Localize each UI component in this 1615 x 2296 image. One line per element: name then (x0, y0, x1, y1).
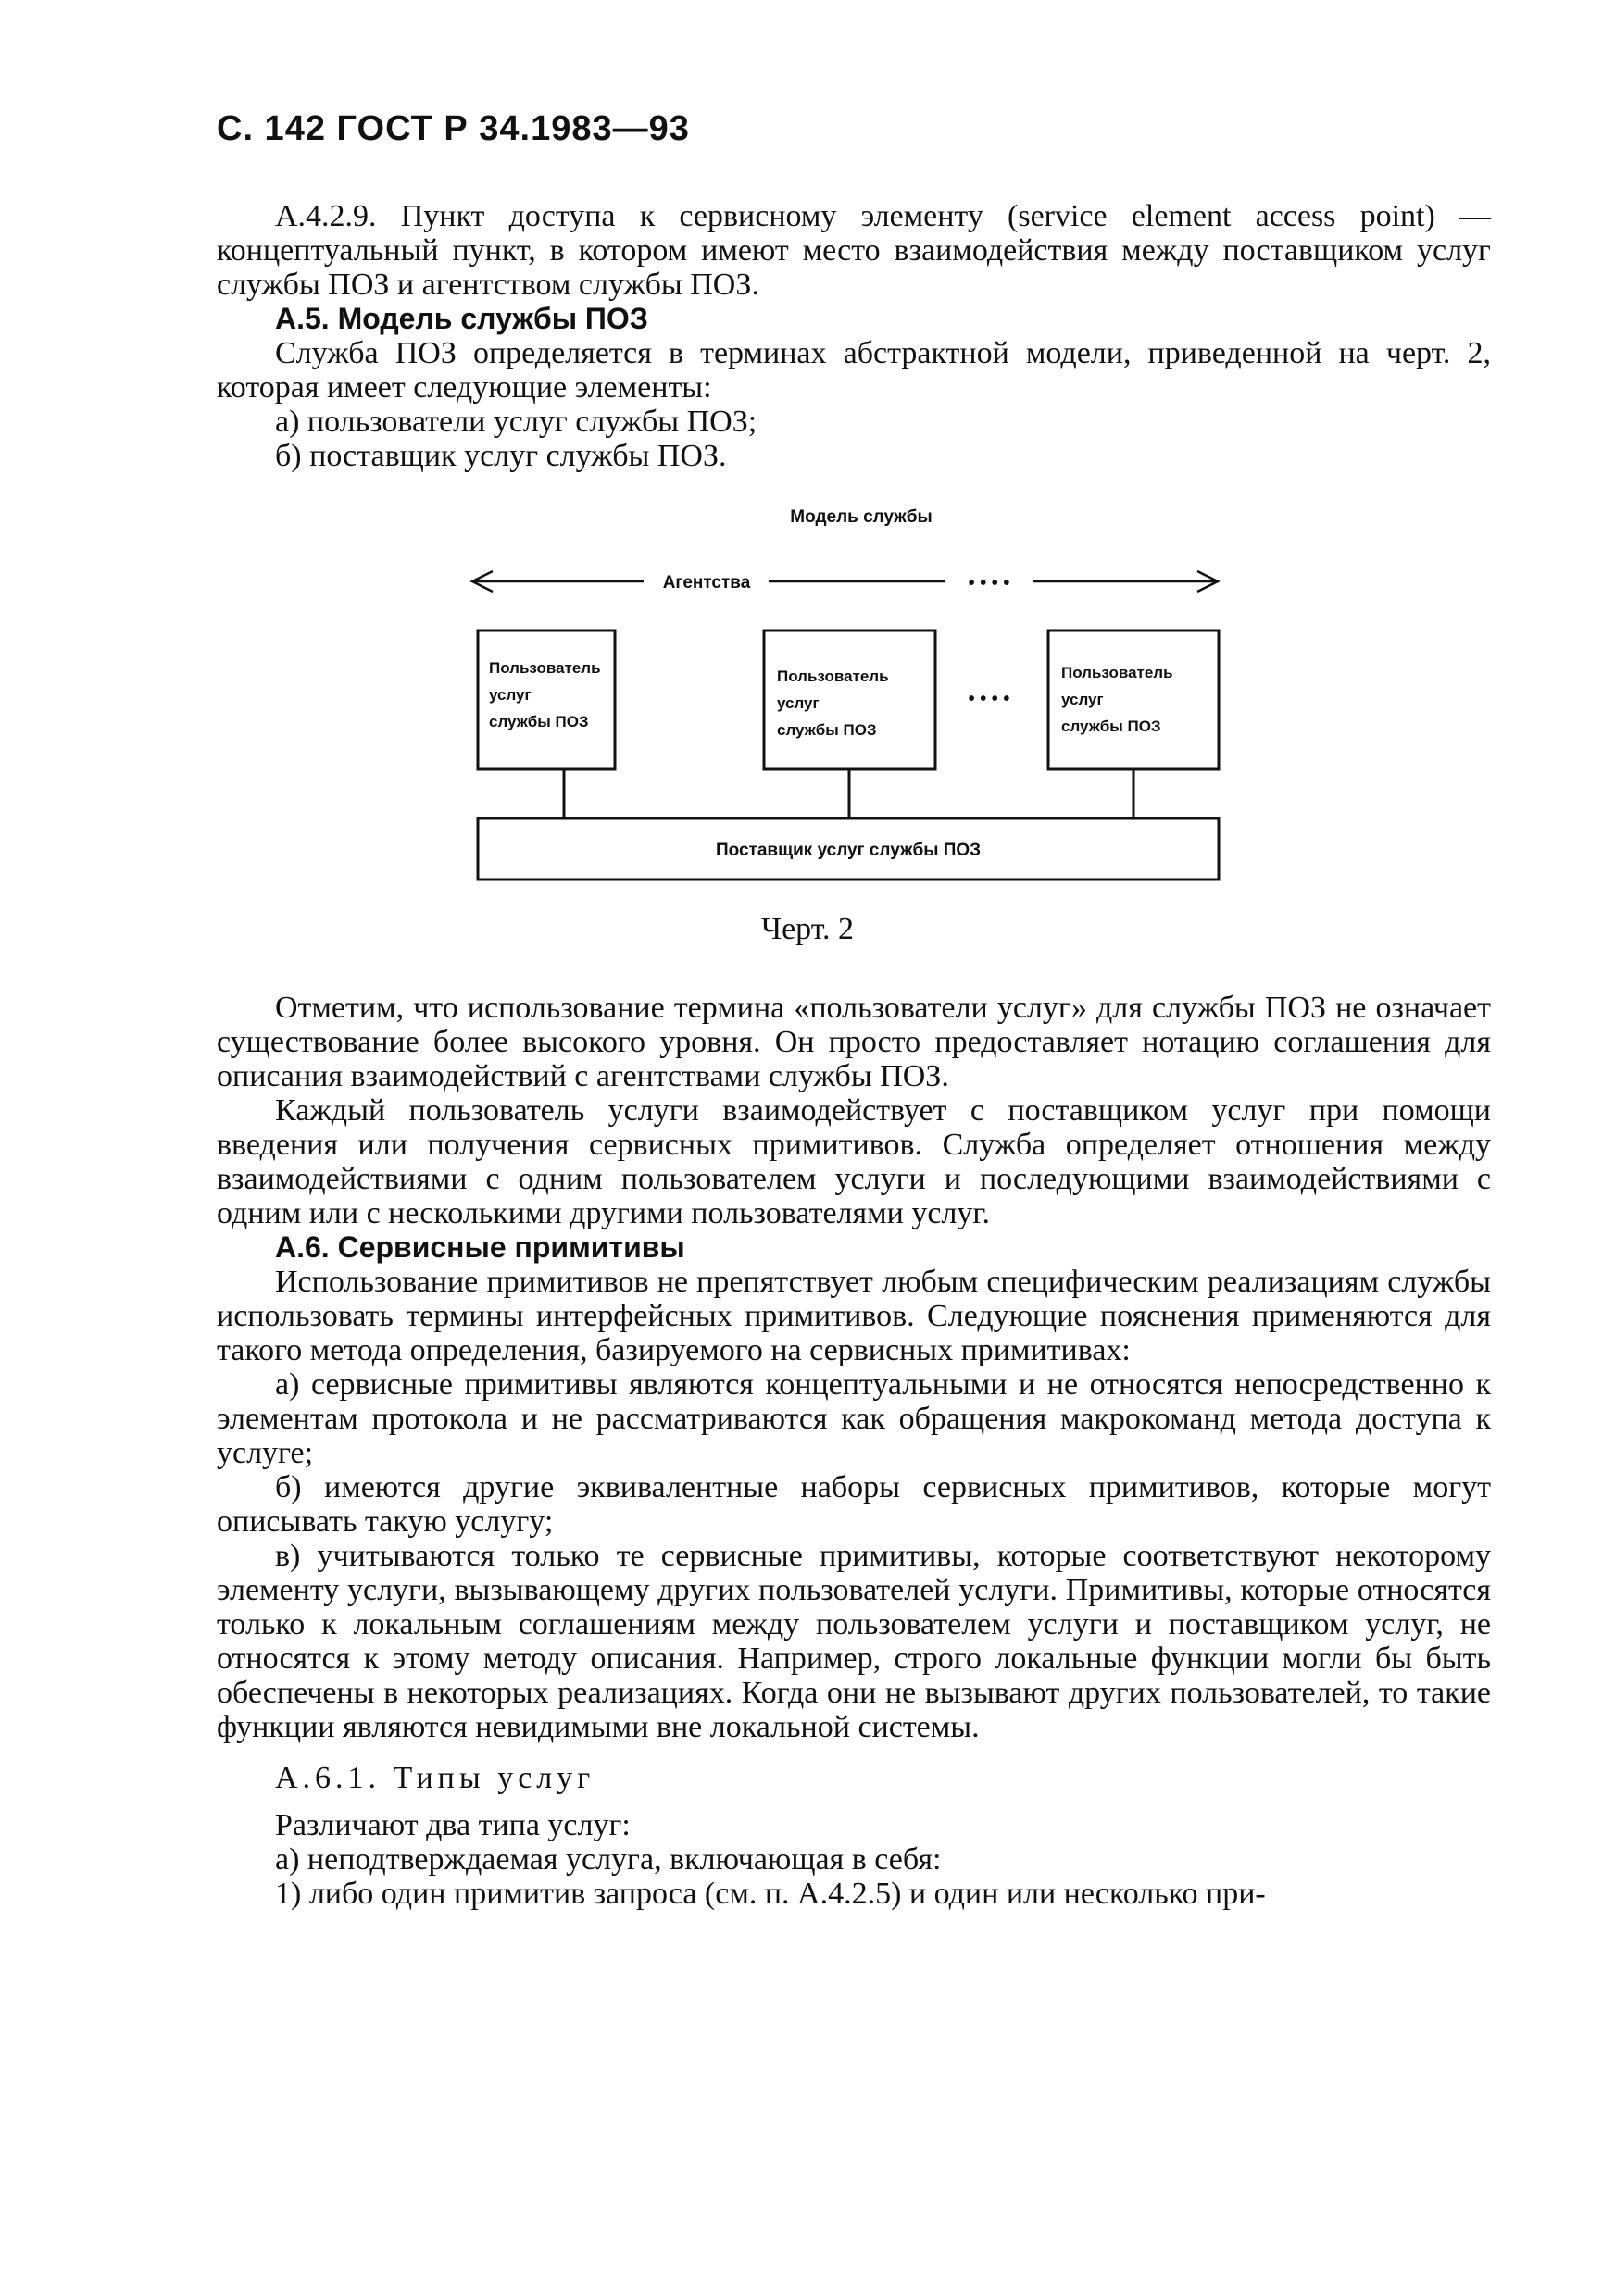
user-box-line: Пользователь (1061, 664, 1173, 681)
user-box-line: Пользователь (777, 668, 889, 685)
user-box-line: службы ПОЗ (1061, 718, 1161, 735)
user-box-line: услуг (489, 686, 532, 704)
a6-item: а) сервисные примитивы являются концептуальными и не относятся непосредственно к элементам протокола и не рассматриваются как обращения макрокоманд метода доступа к услуге; (217, 1367, 1491, 1470)
a61-intro: Различают два типа услуг: (275, 1808, 631, 1842)
user-box-line: службы ПОЗ (777, 721, 877, 739)
user-box-2 (764, 630, 935, 769)
note-paragraph: Отметим, что использование термина «пользователи услуг» для службы ПОЗ не означает существование более высокого уровня. Он просто предоставляет нотацию соглашения для описания взаимодействий с агентствами службы ПОЗ. (217, 991, 1491, 1093)
figure-caption: Черт. 2 (760, 912, 855, 946)
page-header: С. 142 ГОСТ Р 34.1983—93 (217, 109, 690, 148)
a61-item: 1) либо один примитив запроса (см. п. А.4.2.5) и один или несколько при- (275, 1877, 1266, 1911)
agencies-ellipsis: • • • • (968, 573, 1010, 593)
service-model-diagram (444, 500, 1278, 907)
a6-item: б) имеются другие эквивалентные наборы сервисных примитивов, которые могут описывать такую услугу; (217, 1470, 1491, 1539)
heading-a6: А.6. Сервисные примитивы (275, 1230, 685, 1264)
a61-item: а) неподтверждаемая услуга, включающая в себя: (275, 1842, 942, 1877)
a5-item: б) поставщик услуг службы ПОЗ. (275, 439, 727, 473)
a5-item: а) пользователи услуг службы ПОЗ; (275, 405, 757, 439)
section-lower (217, 991, 1491, 1911)
user-box-line: Пользователь (489, 659, 601, 677)
agencies-label: Агентства (662, 573, 751, 593)
boxes-ellipsis: • • • • (968, 689, 1010, 709)
provider-label: Поставщик услуг службы ПОЗ (715, 841, 982, 860)
user-box-1 (478, 630, 615, 769)
agencies-arrow (472, 571, 1218, 592)
a6-intro: Использование примитивов не препятствует любым специфическим реализациям службы использовать термины интерфейсных примитивов. Следующие пояснения применяются для такого метода определения, базируемого на сервисных примитивах: (217, 1265, 1491, 1367)
heading-a61: А.6.1. Типы услуг (275, 1761, 595, 1795)
a6-item: в) учитываются только те сервисные примитивы, которые соответствуют некоторому элементу услуги, вызывающему других пользователей услуги. Примитивы, которые относятся только к локальным соглашениям между пользователем услуги и поставщиком услуг, не относятся к этому методу описания. Например, строго локальные функции могли бы быть обеспечены в некоторых реализациях. Когда они не вызывают других пользователей, то такие функции являются невидимыми вне локальной системы. (217, 1539, 1491, 1744)
connector-lines (564, 769, 1133, 818)
user-box-3 (1048, 630, 1219, 769)
section-upper (217, 199, 1491, 473)
definition-a429: А.4.2.9. Пункт доступа к сервисному элементу (service element access point) — концептуальный пункт, в котором имеют место взаимодействия между поставщиком услуг службы ПОЗ и агентством службы ПОЗ. (217, 199, 1491, 302)
user-box-line: услуг (1061, 691, 1104, 708)
user-box-line: службы ПОЗ (489, 713, 589, 730)
a5-intro: Служба ПОЗ определяется в терминах абстрактной модели, приведенной на черт. 2, которая имеет следующие элементы: (217, 336, 1491, 405)
note-paragraph: Каждый пользователь услуги взаимодействует с поставщиком услуг при помощи введения или получения сервисных примитивов. Служба определяет отношения между взаимодействиями с одним пользователем услуги и последующими взаимодействиями с одним или с несколькими другими пользователями услуг. (217, 1093, 1491, 1230)
provider-box (478, 818, 1219, 880)
user-box-line: услуг (777, 694, 820, 712)
heading-a5: А.5. Модель службы ПОЗ (275, 302, 648, 335)
diagram-title: Модель службы (790, 507, 933, 527)
